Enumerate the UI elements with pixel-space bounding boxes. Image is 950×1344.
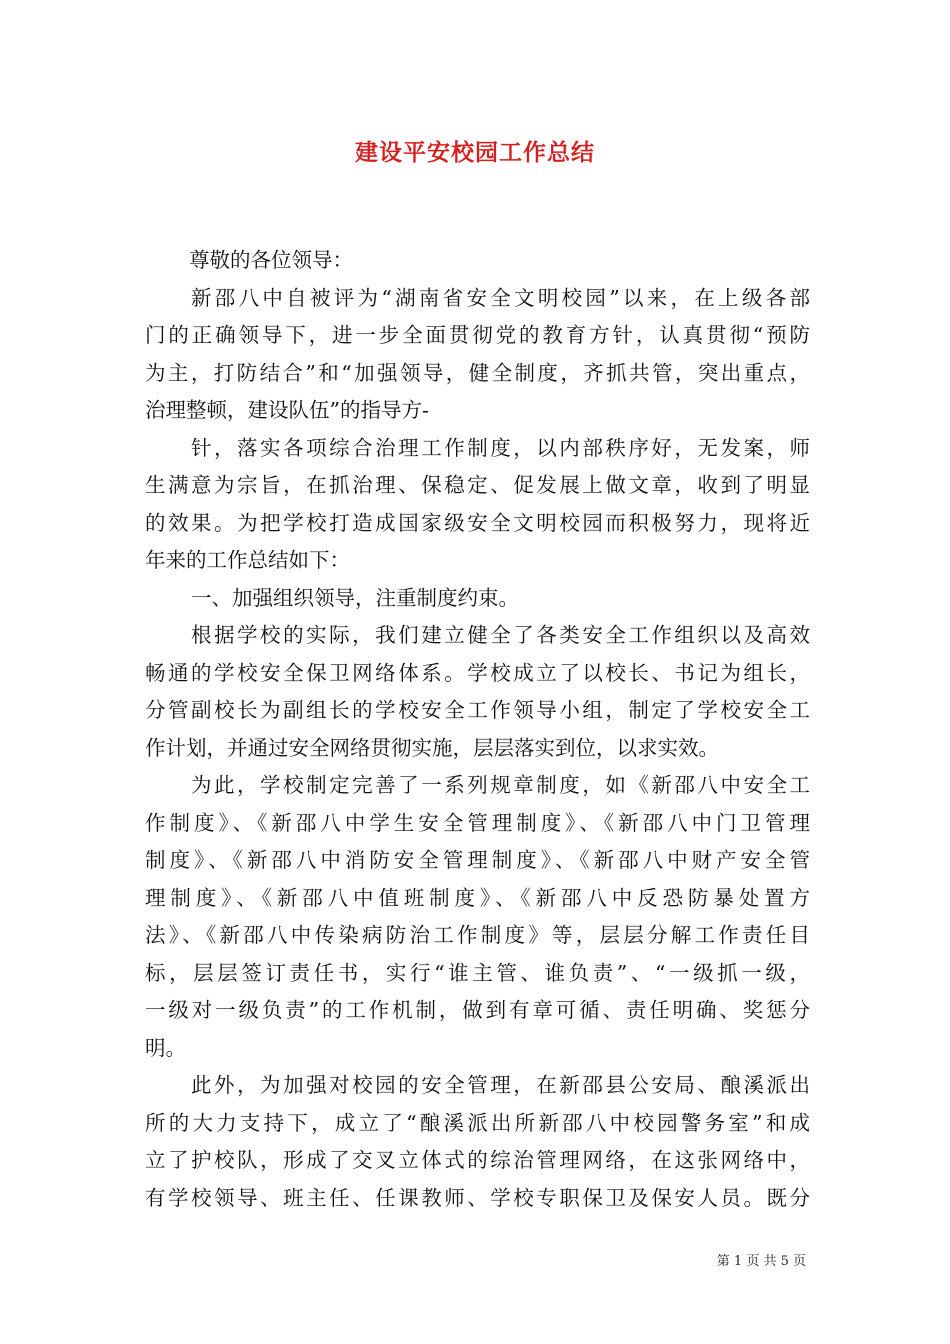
text-line: 明。 xyxy=(145,1035,186,1060)
text-line: 年来的工作总结如下： xyxy=(145,548,350,572)
text-line: 根据学校的实际，我们建立健全了各类安全工作组织以及高效 xyxy=(191,623,810,647)
text-line: 法》、《新邵八中传染病防治工作制度》等，层层分解工作责任目 xyxy=(145,923,810,947)
text-line: 立了护校队，形成了交叉立体式的综治管理网络，在这张网络中， xyxy=(145,1148,810,1172)
salutation xyxy=(145,242,810,280)
document-body xyxy=(145,242,810,1217)
section-heading xyxy=(145,580,810,618)
paragraph-2 xyxy=(145,430,810,580)
text-line: 有学校领导、班主任、任课教师、学校专职保卫及保安人员。既分 xyxy=(145,1185,810,1210)
paragraph-5 xyxy=(145,767,810,1067)
paragraph-6 xyxy=(145,1067,810,1217)
text-line: 尊敬的各位领导： xyxy=(189,248,353,272)
text-line: 此外，为加强对校园的安全管理，在新邵县公安局、酿溪派出 xyxy=(191,1073,810,1097)
text-line: 针，落实各项综合治理工作制度，以内部秩序好，无发案，师 xyxy=(191,435,810,460)
paragraph-4 xyxy=(145,617,810,767)
text-line: 新邵八中自被评为“湖南省安全文明校园”以来，在上级各部 xyxy=(191,285,810,310)
text-line: 的效果。为把学校打造成国家级安全文明校园而积极努力，现将近 xyxy=(145,510,810,535)
text-line: 作制度》、《新邵八中学生安全管理制度》、《新邵八中门卫管理 xyxy=(145,810,810,835)
text-line: 一级对一级负责”的工作机制，做到有章可循、责任明确、奖惩分 xyxy=(145,998,810,1022)
page-number: 第 1 页 共 5 页 xyxy=(716,1254,806,1269)
text-line: 理制度》、《新邵八中值班制度》、《新邵八中反恐防暴处置方 xyxy=(145,885,810,910)
text-line: 门的正确领导下，进一步全面贯彻党的教育方针，认真贯彻“预防 xyxy=(145,323,810,347)
text-line: 生满意为宗旨，在抓治理、保稳定、促发展上做文章，收到了明显 xyxy=(145,473,810,497)
paragraph-1 xyxy=(145,280,810,430)
text-line: 制度》、《新邵八中消防安全管理制度》、《新邵八中财产安全管 xyxy=(145,848,810,872)
text-line: 一、加强组织领导，注重制度约束。 xyxy=(191,585,519,610)
text-line: 作计划，并通过安全网络贯彻实施，层层落实到位，以求实效。 xyxy=(145,735,719,760)
document-title: 建设平安校园工作总结 xyxy=(355,139,595,166)
text-line: 为主，打防结合”和“加强领导，健全制度，齐抓共管，突出重点， xyxy=(145,360,810,385)
text-line: 畅通的学校安全保卫网络体系。学校成立了以校长、书记为组长， xyxy=(145,660,810,685)
text-line: 分管副校长为副组长的学校安全工作领导小组，制定了学校安全工 xyxy=(145,698,810,722)
text-line: 治理整顿，建设队伍”的指导方- xyxy=(145,398,429,422)
text-line: 标，层层签订责任书，实行“谁主管、谁负责”、“一级抓一级， xyxy=(145,960,810,985)
text-line: 为此，学校制定完善了一系列规章制度，如《新邵八中安全工 xyxy=(191,773,810,797)
text-line: 所的大力支持下，成立了“酿溪派出所新邵八中校园警务室”和成 xyxy=(145,1110,810,1135)
